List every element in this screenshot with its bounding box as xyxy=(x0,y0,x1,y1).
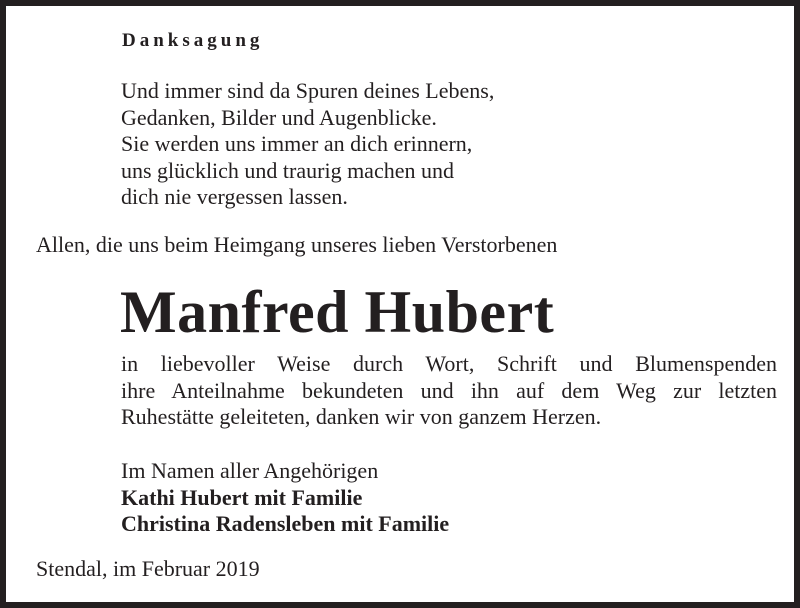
thanks-paragraph xyxy=(121,351,777,431)
poem-line: dich nie vergessen lassen. xyxy=(121,184,348,209)
poem-line: Sie werden uns immer an dich erinnern, xyxy=(121,131,473,156)
poem-line: Gedanken, Bilder und Augenblicke. xyxy=(121,104,437,130)
thanks-line: Ruhestätte geleiteten, danken wir von ganzem Herzen. xyxy=(121,404,602,429)
family-name: Kathi Hubert mit Familie xyxy=(121,484,363,510)
memorial-poem xyxy=(121,78,494,211)
place-date: Stendal, im Februar 2019 xyxy=(36,556,260,581)
family-name: Christina Radensleben mit Familie xyxy=(121,511,450,536)
thanks-line: ihre Anteilnahme bekundeten und ihn auf dem Weg zur letzten xyxy=(121,377,777,403)
on-behalf-line: Im Namen aller Angehörigen xyxy=(121,458,379,483)
thanks-line: in liebevoller Weise durch Wort, Schrift und Blumenspenden xyxy=(121,351,777,376)
deceased-name: Manfred Hubert xyxy=(120,279,555,345)
poem-line: uns glücklich und traurig machen und xyxy=(121,157,454,183)
poem-line: Und immer sind da Spuren deines Lebens, xyxy=(121,78,495,103)
intro-text: Allen, die uns beim Heimgang unseres lieben Verstorbenen xyxy=(36,232,558,257)
notice-heading: Danksagung xyxy=(122,30,264,51)
signature-block xyxy=(121,458,449,538)
